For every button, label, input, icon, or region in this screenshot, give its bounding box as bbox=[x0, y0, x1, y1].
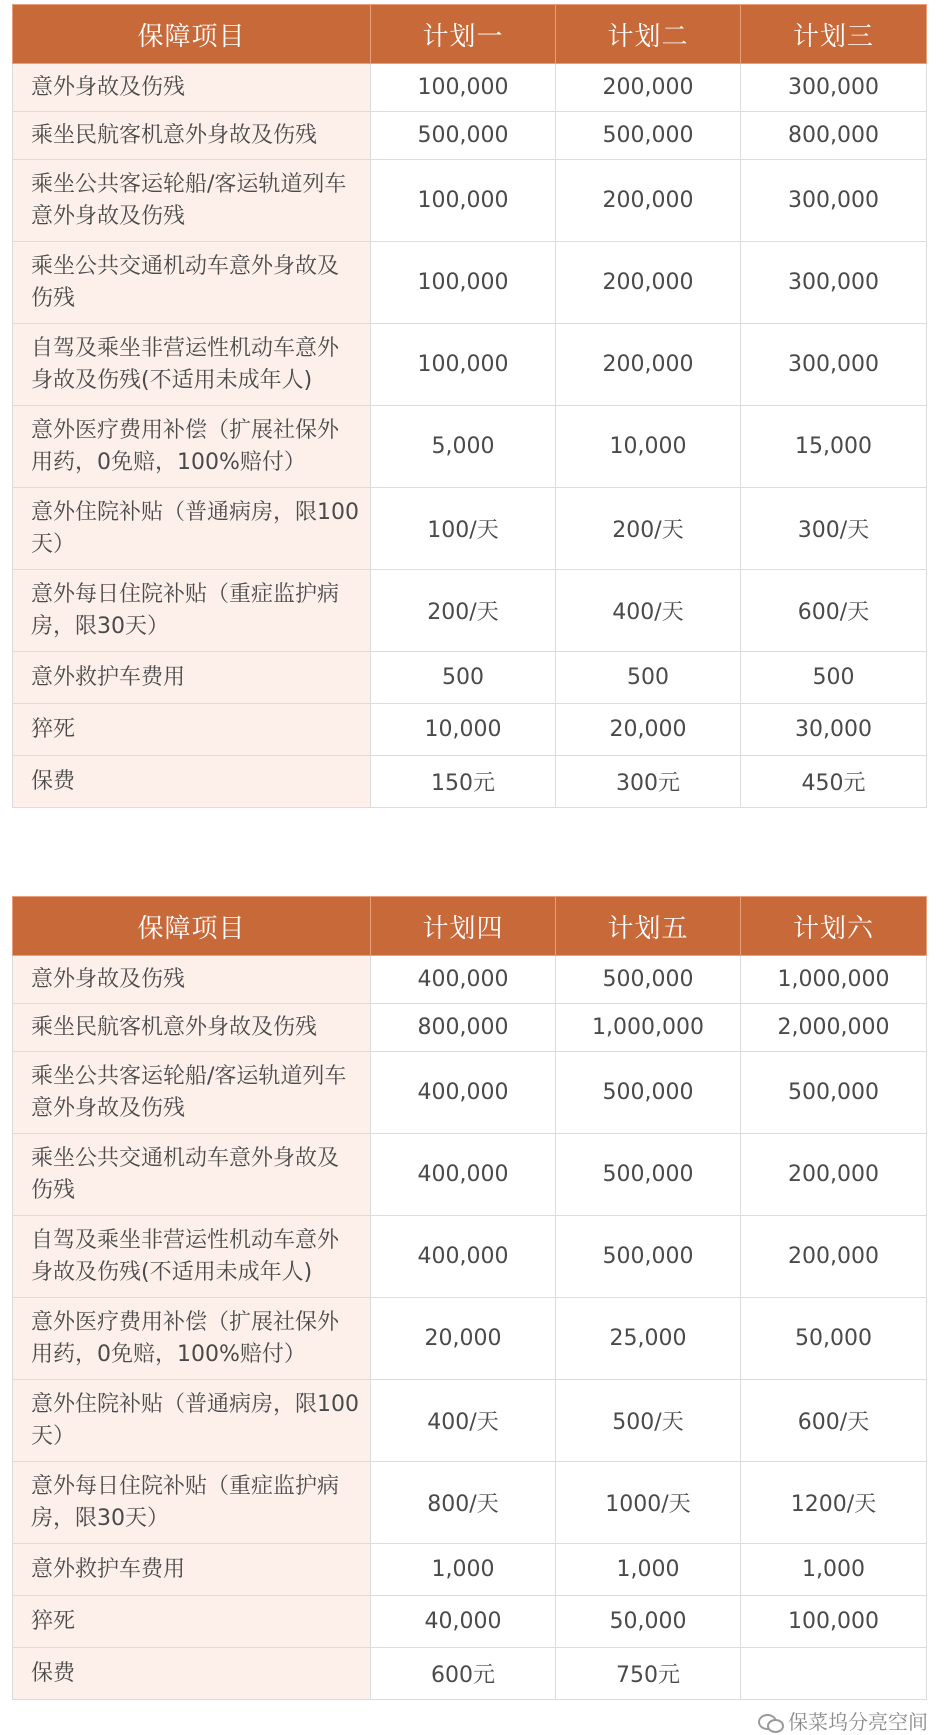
wechat-icon bbox=[758, 1712, 782, 1732]
coverage-value: 500 bbox=[371, 652, 556, 704]
watermark-text: 保菜坞分亮空间 bbox=[788, 1710, 928, 1734]
coverage-value: 600元 bbox=[371, 1648, 556, 1700]
coverage-value: 600/天 bbox=[741, 570, 927, 652]
table-row bbox=[13, 1134, 927, 1216]
coverage-value: 150元 bbox=[371, 756, 556, 808]
coverage-value: 500,000 bbox=[556, 1052, 741, 1134]
coverage-value: 500,000 bbox=[556, 112, 741, 160]
coverage-value: 500 bbox=[741, 652, 927, 704]
coverage-value: 500,000 bbox=[556, 1216, 741, 1298]
coverage-value: 1,000 bbox=[556, 1544, 741, 1596]
coverage-item: 保费 bbox=[13, 1648, 371, 1700]
coverage-item: 乘坐公共交通机动车意外身故及伤残 bbox=[13, 1134, 371, 1216]
coverage-value: 300元 bbox=[556, 756, 741, 808]
coverage-value: 100,000 bbox=[741, 1596, 927, 1648]
header-plan-2: 计划二 bbox=[556, 5, 741, 64]
coverage-item: 乘坐公共客运轮船/客运轨道列车意外身故及伤残 bbox=[13, 160, 371, 242]
coverage-value: 1000/天 bbox=[556, 1462, 741, 1544]
coverage-value: 200/天 bbox=[556, 488, 741, 570]
coverage-value: 50,000 bbox=[741, 1298, 927, 1380]
table-row bbox=[13, 1462, 927, 1544]
coverage-value: 400,000 bbox=[371, 1134, 556, 1216]
coverage-value: 800,000 bbox=[371, 1004, 556, 1052]
coverage-item: 意外救护车费用 bbox=[13, 1544, 371, 1596]
coverage-value: 500,000 bbox=[556, 956, 741, 1004]
coverage-value: 300/天 bbox=[741, 488, 927, 570]
coverage-item: 自驾及乘坐非营运性机动车意外身故及伤残(不适用未成年人) bbox=[13, 324, 371, 406]
coverage-value: 200,000 bbox=[556, 64, 741, 112]
coverage-value: 40,000 bbox=[371, 1596, 556, 1648]
coverage-value: 25,000 bbox=[556, 1298, 741, 1380]
coverage-value: 400,000 bbox=[371, 1052, 556, 1134]
coverage-value: 300,000 bbox=[741, 64, 927, 112]
coverage-item: 意外身故及伤残 bbox=[13, 956, 371, 1004]
header-plan-4: 计划四 bbox=[371, 897, 556, 956]
table-header-row bbox=[13, 897, 927, 956]
plan-table-2 bbox=[12, 896, 927, 1700]
coverage-value: 100/天 bbox=[371, 488, 556, 570]
coverage-value: 500/天 bbox=[556, 1380, 741, 1462]
coverage-value: 15,000 bbox=[741, 406, 927, 488]
coverage-value: 1,000,000 bbox=[741, 956, 927, 1004]
coverage-value: 100,000 bbox=[371, 242, 556, 324]
coverage-item: 意外医疗费用补偿（扩展社保外用药，0免赔，100%赔付） bbox=[13, 1298, 371, 1380]
coverage-value: 200,000 bbox=[556, 324, 741, 406]
table-row bbox=[13, 1216, 927, 1298]
coverage-value: 10,000 bbox=[371, 704, 556, 756]
header-plan-6: 计划六 bbox=[741, 897, 927, 956]
table-row bbox=[13, 1052, 927, 1134]
header-item-column: 保障项目 bbox=[13, 897, 371, 956]
table-row bbox=[13, 1298, 927, 1380]
coverage-value: 400/天 bbox=[556, 570, 741, 652]
table-row bbox=[13, 956, 927, 1004]
coverage-value: 100,000 bbox=[371, 64, 556, 112]
coverage-value: 20,000 bbox=[556, 704, 741, 756]
coverage-value: 300,000 bbox=[741, 160, 927, 242]
coverage-value: 500,000 bbox=[741, 1052, 927, 1134]
coverage-item: 乘坐公共交通机动车意外身故及伤残 bbox=[13, 242, 371, 324]
table-row bbox=[13, 1004, 927, 1052]
table-row bbox=[13, 1380, 927, 1462]
coverage-value: 300,000 bbox=[741, 242, 927, 324]
table-row bbox=[13, 652, 927, 704]
coverage-item: 意外住院补贴（普通病房，限100天） bbox=[13, 1380, 371, 1462]
coverage-value: 600/天 bbox=[741, 1380, 927, 1462]
coverage-item: 意外每日住院补贴（重症监护病房，限30天） bbox=[13, 570, 371, 652]
coverage-value: 20,000 bbox=[371, 1298, 556, 1380]
table-row bbox=[13, 64, 927, 112]
coverage-value: 400/天 bbox=[371, 1380, 556, 1462]
header-plan-5: 计划五 bbox=[556, 897, 741, 956]
header-plan-3: 计划三 bbox=[741, 5, 927, 64]
table-row bbox=[13, 160, 927, 242]
coverage-value: 750元 bbox=[556, 1648, 741, 1700]
table-row bbox=[13, 112, 927, 160]
coverage-value: 300,000 bbox=[741, 324, 927, 406]
watermark bbox=[758, 1712, 928, 1732]
coverage-item: 保费 bbox=[13, 756, 371, 808]
coverage-value: 450元 bbox=[741, 756, 927, 808]
coverage-item: 猝死 bbox=[13, 704, 371, 756]
coverage-value: 5,000 bbox=[371, 406, 556, 488]
table-row bbox=[13, 1544, 927, 1596]
table-row bbox=[13, 1648, 927, 1700]
coverage-item: 乘坐民航客机意外身故及伤残 bbox=[13, 1004, 371, 1052]
coverage-value: 1200/天 bbox=[741, 1462, 927, 1544]
coverage-value bbox=[741, 1648, 927, 1700]
coverage-item: 意外住院补贴（普通病房，限100天） bbox=[13, 488, 371, 570]
coverage-item: 意外救护车费用 bbox=[13, 652, 371, 704]
table-row bbox=[13, 570, 927, 652]
coverage-item: 意外身故及伤残 bbox=[13, 64, 371, 112]
coverage-value: 1,000,000 bbox=[556, 1004, 741, 1052]
table-row bbox=[13, 704, 927, 756]
coverage-value: 800/天 bbox=[371, 1462, 556, 1544]
coverage-item: 自驾及乘坐非营运性机动车意外身故及伤残(不适用未成年人) bbox=[13, 1216, 371, 1298]
table-header-row bbox=[13, 5, 927, 64]
table-row bbox=[13, 324, 927, 406]
table-row bbox=[13, 406, 927, 488]
table-row bbox=[13, 242, 927, 324]
table-row bbox=[13, 756, 927, 808]
coverage-value: 500 bbox=[556, 652, 741, 704]
coverage-value: 200,000 bbox=[741, 1134, 927, 1216]
coverage-value: 200,000 bbox=[741, 1216, 927, 1298]
coverage-item: 意外每日住院补贴（重症监护病房，限30天） bbox=[13, 1462, 371, 1544]
coverage-item: 猝死 bbox=[13, 1596, 371, 1648]
coverage-value: 50,000 bbox=[556, 1596, 741, 1648]
coverage-value: 200,000 bbox=[556, 160, 741, 242]
coverage-item: 乘坐公共客运轮船/客运轨道列车意外身故及伤残 bbox=[13, 1052, 371, 1134]
table-row bbox=[13, 1596, 927, 1648]
coverage-value: 400,000 bbox=[371, 1216, 556, 1298]
table-row bbox=[13, 488, 927, 570]
coverage-value: 200/天 bbox=[371, 570, 556, 652]
header-plan-1: 计划一 bbox=[371, 5, 556, 64]
coverage-value: 2,000,000 bbox=[741, 1004, 927, 1052]
coverage-value: 200,000 bbox=[556, 242, 741, 324]
coverage-value: 800,000 bbox=[741, 112, 927, 160]
coverage-item: 意外医疗费用补偿（扩展社保外用药，0免赔，100%赔付） bbox=[13, 406, 371, 488]
coverage-value: 500,000 bbox=[371, 112, 556, 160]
plan-table-1 bbox=[12, 4, 927, 808]
coverage-value: 30,000 bbox=[741, 704, 927, 756]
coverage-value: 10,000 bbox=[556, 406, 741, 488]
header-item-column: 保障项目 bbox=[13, 5, 371, 64]
coverage-value: 100,000 bbox=[371, 160, 556, 242]
coverage-value: 1,000 bbox=[371, 1544, 556, 1596]
coverage-value: 400,000 bbox=[371, 956, 556, 1004]
coverage-value: 100,000 bbox=[371, 324, 556, 406]
coverage-value: 1,000 bbox=[741, 1544, 927, 1596]
coverage-value: 500,000 bbox=[556, 1134, 741, 1216]
coverage-item: 乘坐民航客机意外身故及伤残 bbox=[13, 112, 371, 160]
